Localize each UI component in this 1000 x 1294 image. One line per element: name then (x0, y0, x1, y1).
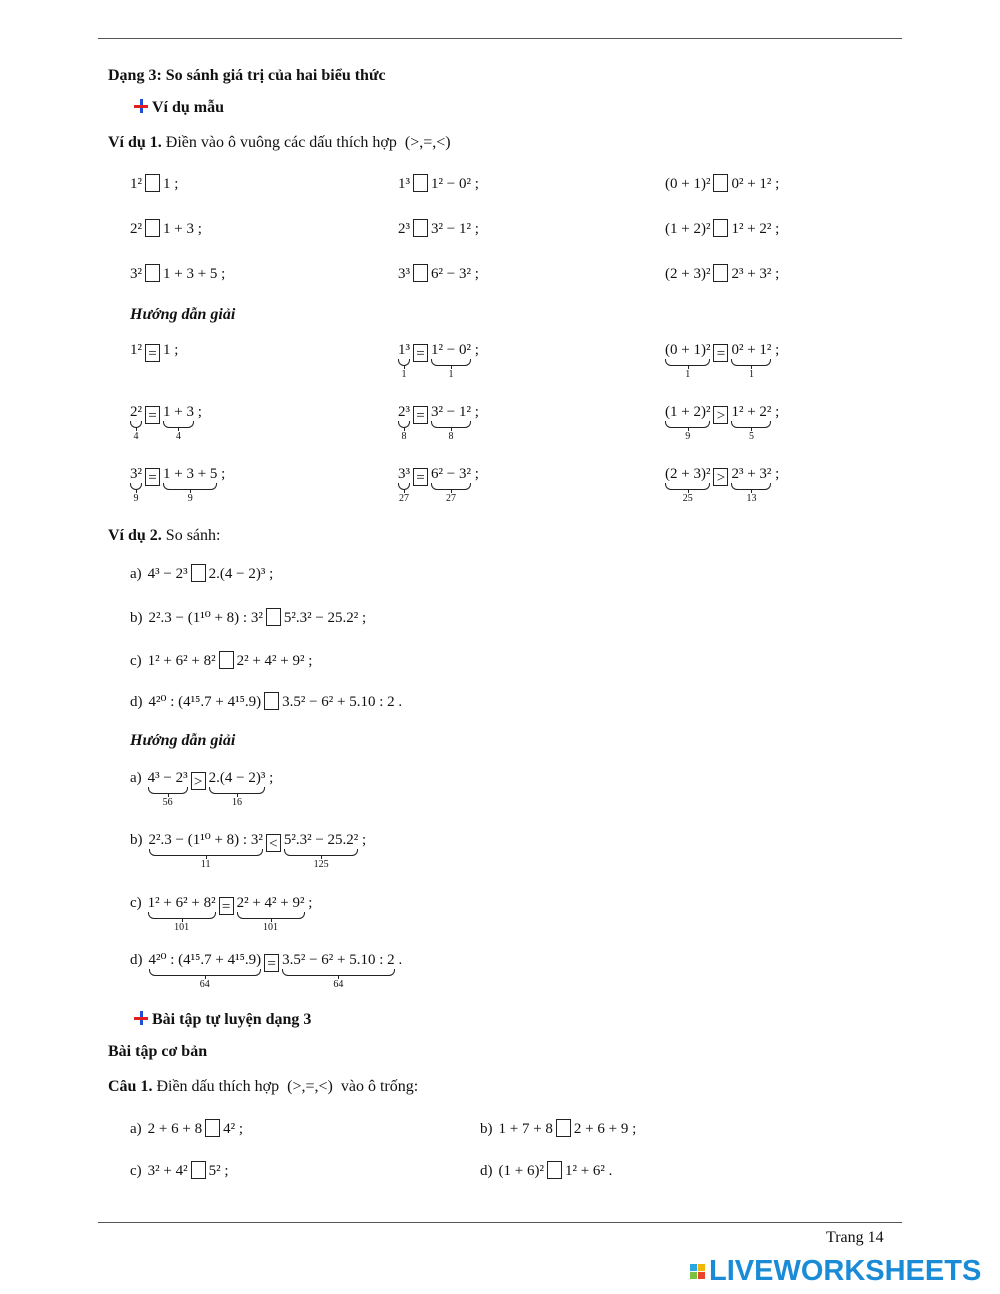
ex1-problem (398, 174, 479, 193)
expr-left: 2³ (398, 221, 410, 237)
expr-right: 2.(4 − 2)³ (208, 770, 266, 786)
problem-label: d) (130, 694, 143, 710)
page-number: Trang 14 (826, 1229, 884, 1246)
right-value: 5 (748, 431, 754, 442)
expr-left: 3³ (398, 466, 410, 482)
ex2-solution (130, 830, 367, 870)
ex1-solution (130, 466, 226, 504)
expr-left: 1³ (398, 342, 410, 358)
expr-right: 1 + 3 + 5 (163, 466, 218, 482)
expr-left: 4³ − 2³ (147, 566, 188, 582)
answer-sign-box: = (713, 344, 728, 362)
left-value: 4 (133, 431, 139, 442)
answer-box[interactable] (191, 1161, 206, 1179)
expr-left: 2 + 6 + 8 (147, 1121, 203, 1137)
left-brace (148, 787, 188, 794)
expr-end: ; (470, 466, 479, 482)
expr-left: 3² (130, 466, 142, 482)
left-value: 9 (133, 493, 139, 504)
left-value: 11 (200, 859, 211, 870)
example-1-signs: (>,=,<) (404, 134, 451, 151)
expr-left: 2³ (398, 404, 410, 420)
left-value: 1 (401, 369, 407, 380)
expr-left: 2² (130, 221, 142, 237)
expr-right: 5².3² − 25.2² (283, 832, 359, 848)
right-brace (731, 483, 771, 490)
expr-left: 4²⁰ : (4¹⁵.7 + 4¹⁵.9) (148, 694, 262, 710)
answer-sign-box: = (145, 344, 160, 362)
expr-right: 2³ + 3² ; (731, 266, 780, 282)
ex1-solution (665, 466, 780, 504)
expr-right: 1² − 0² (431, 342, 471, 358)
right-brace (431, 359, 471, 366)
question-1-text2: vào ô trống: (340, 1078, 419, 1095)
answer-box[interactable] (266, 608, 281, 626)
expr-left: (1 + 6)² (498, 1163, 544, 1179)
right-value: 1 (748, 369, 754, 380)
logo-square (690, 1264, 697, 1271)
expr-right: 5² ; (208, 1163, 229, 1179)
right-brace (163, 421, 194, 428)
expr-left: 3² + 4² (147, 1163, 188, 1179)
section-heading: Dạng 3: So sánh giá trị của hai biểu thức (108, 67, 386, 84)
right-value: 64 (333, 979, 344, 990)
example-1-text: Điền vào ô vuông các dấu thích hợp (165, 134, 397, 151)
left-brace (148, 912, 216, 919)
header-rule (98, 38, 902, 39)
answer-sign-box: > (191, 772, 206, 790)
left-value: 9 (685, 431, 691, 442)
expr-end: ; (358, 832, 367, 848)
ex1-solution (665, 342, 780, 380)
answer-box[interactable] (713, 264, 728, 282)
problem-label: d) (480, 1163, 493, 1179)
expr-right: 2² + 4² + 9² ; (236, 653, 313, 669)
answer-box[interactable] (219, 651, 234, 669)
expr-left: 1³ (398, 176, 410, 192)
question-1-text: Điền dấu thích hợp (156, 1078, 280, 1095)
left-brace (130, 421, 142, 428)
guide-title-2: Hướng dẫn giải (130, 732, 236, 749)
answer-sign-box: > (713, 468, 728, 486)
problem-label: b) (130, 832, 143, 848)
expr-left: 1² + 6² + 8² (147, 895, 216, 911)
ex2-solution (130, 770, 274, 808)
answer-box[interactable] (413, 219, 428, 237)
expr-end: ; (265, 770, 274, 786)
expr-right: 1² + 2² (731, 404, 772, 420)
answer-box[interactable] (145, 174, 160, 192)
right-brace (284, 849, 358, 856)
right-value: 125 (313, 859, 329, 870)
answer-box[interactable] (264, 692, 279, 710)
expr-right: 3.5² − 6² + 5.10 : 2 (282, 952, 395, 968)
ex1-problem (130, 174, 178, 193)
ex1-solution (665, 404, 780, 442)
answer-sign-box: = (145, 406, 160, 424)
expr-end: ; (217, 466, 226, 482)
answer-box[interactable] (556, 1119, 571, 1137)
practice-label-text: Bài tập tự luyện dạng 3 (152, 1011, 312, 1028)
right-value: 1 (448, 369, 454, 380)
expr-right: 1² + 6² . (564, 1163, 613, 1179)
question-1-title: Câu 1. (108, 1078, 153, 1095)
right-value: 16 (231, 797, 242, 808)
example-1-title: Ví dụ 1. (108, 134, 162, 151)
expr-end: ; (771, 404, 780, 420)
expr-end: ; (304, 895, 313, 911)
example-2-prompt (108, 527, 220, 545)
ex1-solution (398, 466, 479, 504)
ex2-problem (130, 608, 366, 627)
example-2-text: So sánh: (165, 527, 221, 544)
problem-label: a) (130, 1121, 142, 1137)
star-icon (134, 1011, 148, 1025)
ex2-problem (130, 564, 273, 583)
ex2-problem (130, 651, 312, 670)
expr-right: 2 + 6 + 9 ; (573, 1121, 637, 1137)
expr-right: 2² + 4² + 9² (236, 895, 305, 911)
expr-right: 1 + 3 ; (163, 221, 202, 237)
expr-end: ; (470, 342, 479, 358)
expr-left: 1² + 6² + 8² (147, 653, 216, 669)
logo-square (698, 1272, 705, 1279)
example-2-title: Ví dụ 2. (108, 527, 162, 544)
answer-sign-box: = (219, 897, 234, 915)
expr-end: ; (470, 404, 479, 420)
ex2-solution (130, 950, 403, 990)
expr-right: 1² + 2² ; (731, 221, 780, 237)
ex1-problem (130, 219, 202, 238)
expr-right: 1 ; (163, 176, 179, 192)
right-brace (731, 359, 771, 366)
left-value: 27 (399, 493, 409, 504)
right-value: 13 (746, 493, 757, 504)
expr-end: . (394, 952, 403, 968)
question-1-signs: (>,=,<) (287, 1078, 333, 1095)
answer-box[interactable] (205, 1119, 220, 1137)
q1-problem (480, 1161, 612, 1180)
left-value: 25 (682, 493, 693, 504)
left-value: 8 (401, 431, 407, 442)
left-brace (398, 421, 410, 428)
expr-right: 4² ; (223, 1121, 243, 1137)
expr-right: 0² + 1² (731, 342, 772, 358)
right-brace (209, 787, 266, 794)
expr-left: 3² (130, 266, 142, 282)
right-brace (431, 483, 471, 490)
sample-label (134, 99, 224, 117)
star-icon (134, 99, 148, 113)
expr-left: (2 + 3)² (665, 266, 711, 282)
ex1-problem (130, 264, 225, 283)
answer-box[interactable] (713, 219, 728, 237)
right-brace (282, 969, 395, 976)
expr-left: (0 + 1)² (665, 176, 711, 192)
expr-right: 3² − 1² (431, 404, 471, 420)
expr-left: 2².3 − (1¹⁰ + 8) : 3² (148, 832, 263, 848)
left-value: 56 (162, 797, 173, 808)
problem-label: d) (130, 952, 143, 968)
ex2-solution (130, 895, 313, 933)
left-value: 1 (685, 369, 691, 380)
expr-end: ; (170, 342, 179, 358)
ex1-problem (665, 174, 779, 193)
answer-box[interactable] (413, 174, 428, 192)
example-1-prompt (108, 134, 451, 152)
expr-left: 2².3 − (1¹⁰ + 8) : 3² (148, 610, 263, 626)
answer-box[interactable] (413, 264, 428, 282)
ex2-problem (130, 692, 402, 711)
practice-label (134, 1011, 311, 1029)
answer-sign-box: = (413, 406, 428, 424)
right-brace (731, 421, 771, 428)
right-brace (237, 912, 305, 919)
expr-left: 4³ − 2³ (147, 770, 188, 786)
left-brace (130, 483, 142, 490)
answer-sign-box: = (264, 954, 279, 972)
problem-label: c) (130, 895, 142, 911)
expr-right: 3.5² − 6² + 5.10 : 2 . (282, 694, 403, 710)
answer-sign-box: > (713, 406, 728, 424)
q1-problem (130, 1119, 243, 1138)
ex1-solution (398, 404, 479, 442)
expr-right: 1 + 3 + 5 ; (163, 266, 226, 282)
logo-text: LIVEWORKSHEETS (709, 1254, 982, 1287)
ex1-solution (130, 342, 178, 362)
expr-right: 2.(4 − 2)³ ; (208, 566, 274, 582)
ex1-problem (665, 264, 779, 283)
expr-right: 3² − 1² ; (431, 221, 479, 237)
expr-end: ; (771, 466, 780, 482)
expr-left: (1 + 2)² (665, 404, 711, 420)
answer-box[interactable] (145, 219, 160, 237)
right-value: 4 (175, 431, 181, 442)
ex1-solution (398, 342, 479, 380)
answer-box[interactable] (191, 564, 206, 582)
expr-right: 5².3² − 25.2² ; (283, 610, 367, 626)
answer-box[interactable] (145, 264, 160, 282)
logo-square (690, 1272, 697, 1279)
answer-sign-box: = (413, 344, 428, 362)
ex1-problem (398, 264, 479, 283)
expr-left: (1 + 2)² (665, 221, 711, 237)
left-brace (665, 483, 710, 490)
left-value: 64 (199, 979, 210, 990)
guide-title-1: Hướng dẫn giải (130, 306, 236, 323)
right-brace (163, 483, 217, 490)
left-brace (665, 421, 710, 428)
ex1-problem (398, 219, 479, 238)
expr-left: 2² (130, 404, 142, 420)
left-value: 101 (174, 922, 190, 933)
ex1-problem (665, 219, 779, 238)
right-value: 27 (445, 493, 456, 504)
right-value: 9 (187, 493, 193, 504)
expr-right: 1² − 0² ; (431, 176, 479, 192)
expr-right: 2³ + 3² (731, 466, 772, 482)
expr-left: 1² (130, 176, 142, 192)
problem-label: a) (130, 566, 142, 582)
problem-label: b) (480, 1121, 493, 1137)
left-brace (665, 359, 710, 366)
left-brace (398, 483, 410, 490)
answer-sign-box: = (145, 468, 160, 486)
liveworksheets-logo (690, 1256, 981, 1286)
basic-label: Bài tập cơ bản (108, 1043, 208, 1060)
left-brace (149, 969, 262, 976)
expr-end: ; (193, 404, 202, 420)
expr-left: 1 + 7 + 8 (498, 1121, 553, 1137)
expr-left: 3³ (398, 266, 410, 282)
expr-right: 6² − 3² ; (431, 266, 479, 282)
q1-problem (130, 1161, 229, 1180)
expr-left: (2 + 3)² (665, 466, 711, 482)
expr-left: (0 + 1)² (665, 342, 711, 358)
answer-box[interactable] (713, 174, 728, 192)
left-brace (149, 849, 263, 856)
expr-left: 4²⁰ : (4¹⁵.7 + 4¹⁵.9) (148, 952, 262, 968)
question-1-prompt (108, 1078, 418, 1096)
problem-label: b) (130, 610, 143, 626)
ex1-solution (130, 404, 202, 442)
answer-sign-box: < (266, 834, 281, 852)
right-value: 8 (448, 431, 454, 442)
logo-mark-icon (690, 1264, 705, 1279)
right-brace (431, 421, 471, 428)
expr-right: 1 (163, 342, 171, 358)
footer-rule (98, 1222, 902, 1223)
problem-label: a) (130, 770, 142, 786)
logo-square (698, 1264, 705, 1271)
expr-right: 1 + 3 (163, 404, 194, 420)
answer-box[interactable] (547, 1161, 562, 1179)
problem-label: c) (130, 1163, 142, 1179)
answer-sign-box: = (413, 468, 428, 486)
expr-left: 1² (130, 342, 142, 358)
expr-right: 0² + 1² ; (731, 176, 780, 192)
left-brace (398, 359, 410, 366)
q1-problem (480, 1119, 636, 1138)
expr-right: 6² − 3² (431, 466, 471, 482)
sample-label-text: Ví dụ mẫu (152, 99, 225, 116)
right-value: 101 (263, 922, 279, 933)
problem-label: c) (130, 653, 142, 669)
expr-end: ; (771, 342, 780, 358)
